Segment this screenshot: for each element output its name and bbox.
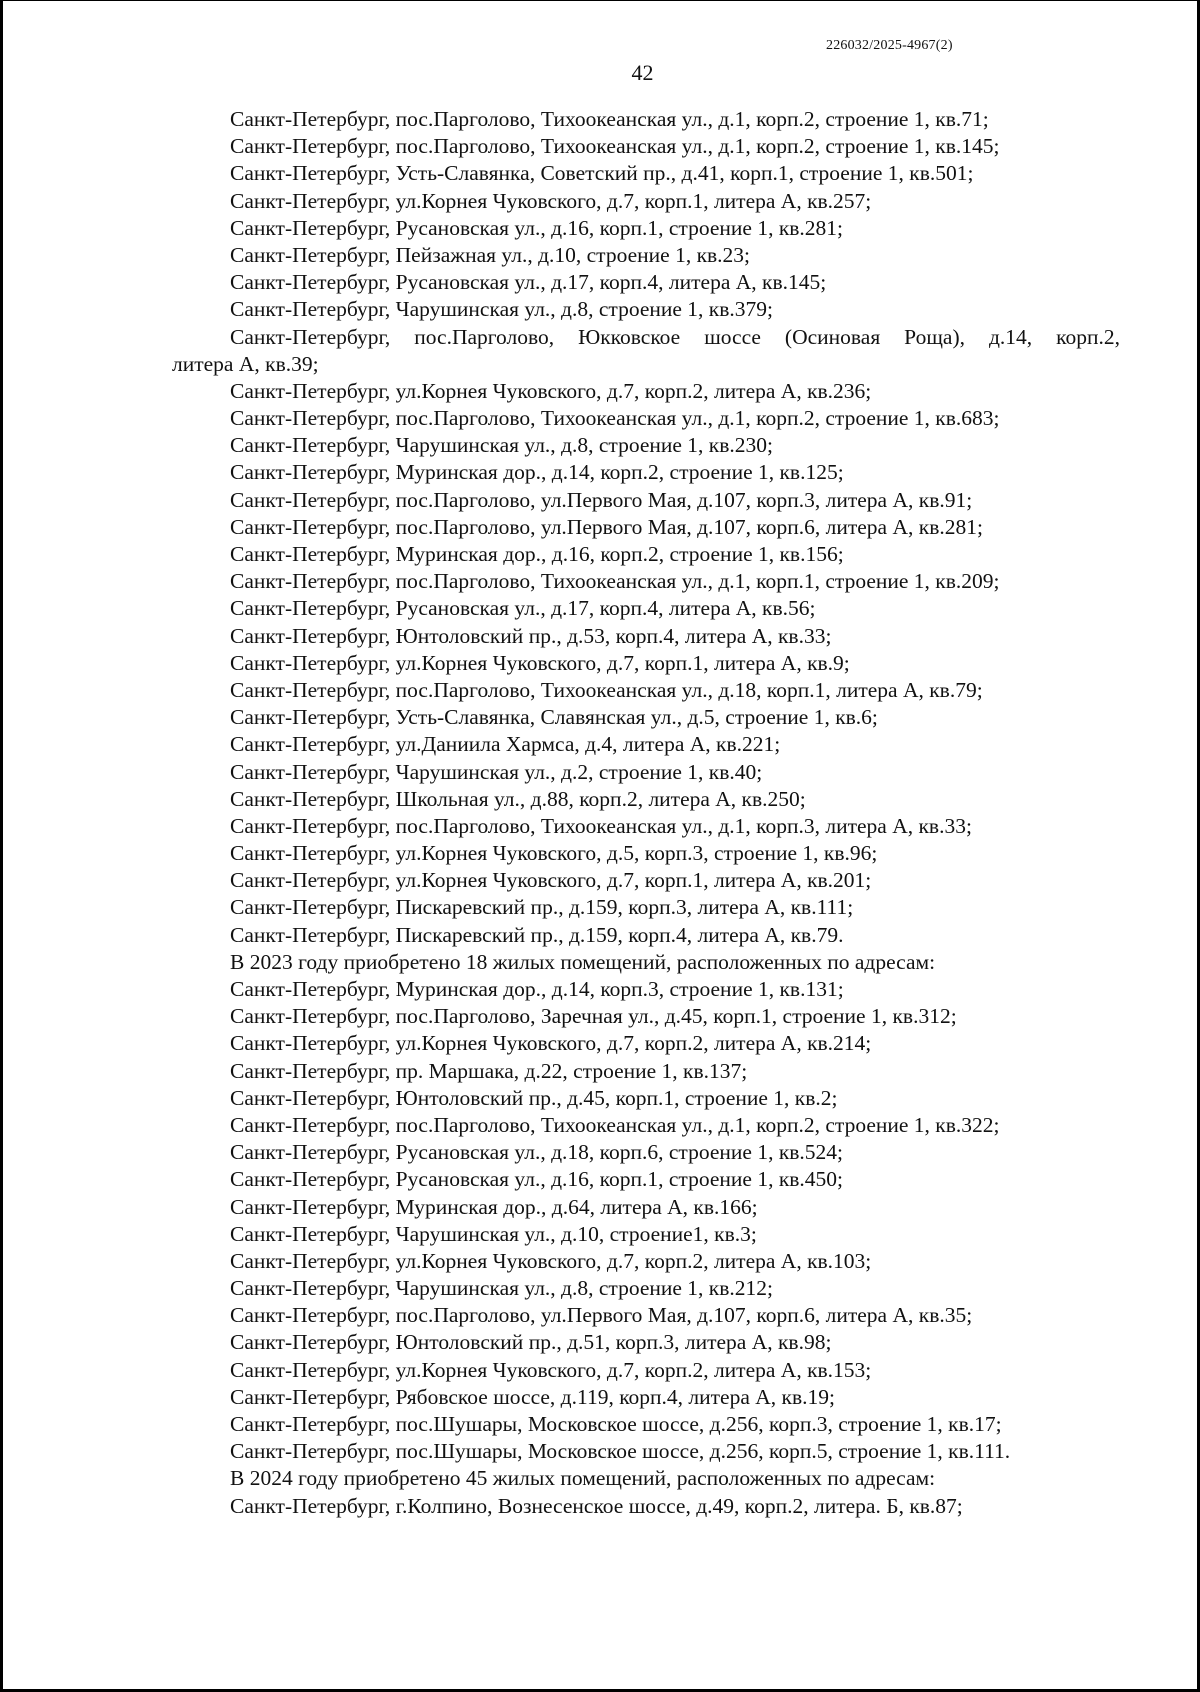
address-line: Санкт-Петербург, Чарушинская ул., д.8, строение 1, кв.379; [230,297,774,322]
address-line: Санкт-Петербург, Школьная ул., д.88, корп.2, литера А, кв.250; [230,786,806,811]
address-line: Санкт-Петербург, г.Колпино, Вознесенское шоссе, д.49, корп.2, литера. Б, кв.87; [230,1493,963,1518]
address-line: Санкт-Петербург, ул.Корнея Чуковского, д.7, корп.2, литера А, кв.103; [230,1248,872,1273]
address-line: Санкт-Петербург, Пейзажная ул., д.10, строение 1, кв.23; [230,242,751,267]
address-line: Санкт-Петербург, пос.Шушары, Московское шоссе, д.256, корп.3, строение 1, кв.17; [230,1412,1002,1436]
address-line: Санкт-Петербург, Русановская ул., д.16, корп.1, строение 1, кв.281; [230,215,844,240]
address-line: Санкт-Петербург, Русановская ул., д.17, корп.4, литера А, кв.56; [230,596,816,621]
address-line: Санкт-Петербург, пос.Парголово, Заречная ул., д.45, корп.1, строение 1, кв.312; [230,1004,957,1029]
address-line: Санкт-Петербург, ул.Корнея Чуковского, д.7, корп.1, литера А, кв.9; [230,650,850,675]
document-number: 226032/2025-4967(2) [826,38,953,53]
address-line: Санкт-Петербург, Юнтоловский пр., д.45, корп.1, строение 1, кв.2; [230,1085,838,1110]
address-line: Санкт-Петербург, ул.Корнея Чуковского, д.7, корп.2, литера А, кв.236; [230,378,872,403]
address-line: Санкт-Петербург, Муринская дор., д.16, корп.2, строение 1, кв.156; [230,542,844,566]
address-line: Санкт-Петербург, ул.Корнея Чуковского, д.5, корп.3, строение 1, кв.96; [230,841,878,866]
address-line: Санкт-Петербург, Чарушинская ул., д.8, строение 1, кв.212; [230,1276,774,1301]
address-line: Санкт-Петербург, Рябовское шоссе, д.119, корп.4, литера А, кв.19; [230,1384,835,1409]
address-line: Санкт-Петербург, ул.Корнея Чуковского, д.7, корп.1, литера А, кв.257; [230,188,872,213]
address-line: Санкт-Петербург, пос.Парголово, Тихоокеанская ул., д.1, корп.3, литера А, кв.33; [230,813,972,838]
address-line: Санкт-Петербург, Пискаревский пр., д.159, корп.3, литера А, кв.111; [230,895,854,920]
section-heading-2024: В 2024 году приобретено 45 жилых помещений, расположенных по адресам: [230,1466,936,1491]
address-line: Санкт-Петербург, пос.Парголово, ул.Первого Мая, д.107, корп.6, литера А, кв.35; [230,1303,973,1328]
address-line: Санкт-Петербург, Усть-Славянка, Советский пр., д.41, корп.1, строение 1, кв.501; [230,161,974,186]
address-line: Санкт-Петербург, Юнтоловский пр., д.53, корп.4, литера А, кв.33; [230,623,832,648]
address-list [172,106,1120,1520]
address-line: Санкт-Петербург, пос.Парголово, Тихоокеанская ул., д.1, корп.2, строение 1, кв.683; [230,406,1000,431]
address-line: Санкт-Петербург, Чарушинская ул., д.2, строение 1, кв.40; [230,759,763,784]
address-line: Санкт-Петербург, Муринская дор., д.14, корп.3, строение 1, кв.131; [230,977,844,1001]
address-line: Санкт-Петербург, ул.Корнея Чуковского, д.7, корп.2, литера А, кв.214; [230,1031,872,1056]
address-line: Санкт-Петербург, ул.Корнея Чуковского, д.7, корп.1, литера А, кв.201; [230,868,872,893]
address-line: Санкт-Петербург, пос.Парголово, Тихоокеанская ул., д.1, корп.2, строение 1, кв.322; [230,1112,1000,1137]
section-heading-2023: В 2023 году приобретено 18 жилых помещений, расположенных по адресам: [230,949,936,974]
address-line: Санкт-Петербург, Муринская дор., д.14, корп.2, строение 1, кв.125; [230,460,844,485]
address-line: Санкт-Петербург, ул.Корнея Чуковского, д.7, корп.2, литера А, кв.153; [230,1357,872,1382]
address-line-continuation: литера А, кв.39; [172,351,319,376]
address-line: Санкт-Петербург, ул.Даниила Хармса, д.4, литера А, кв.221; [230,732,781,757]
address-line: Санкт-Петербург, пос.Парголово, Тихоокеанская ул., д.1, корп.2, строение 1, кв.145; [230,134,1000,159]
address-line: Санкт-Петербург, Пискаревский пр., д.159, корп.4, литера А, кв.79. [230,922,844,947]
address-line: Санкт-Петербург, Усть-Славянка, Славянская ул., д.5, строение 1, кв.6; [230,705,878,730]
page-number: 42 [631,60,654,85]
address-line: Санкт-Петербург, пос.Парголово, ул.Первого Мая, д.107, корп.3, литера А, кв.91; [230,487,973,512]
address-line: Санкт-Петербург, Чарушинская ул., д.8, строение 1, кв.230; [230,433,774,458]
address-line: Санкт-Петербург, пос.Парголово, ул.Первого Мая, д.107, корп.6, литера А, кв.281; [230,514,983,539]
address-line: Санкт-Петербург, Русановская ул., д.16, корп.1, строение 1, кв.450; [230,1167,844,1192]
address-line: Санкт-Петербург, пос.Парголово, Тихоокеанская ул., д.18, корп.1, литера А, кв.79; [230,677,983,702]
address-line: Санкт-Петербург, пос.Шушары, Московское шоссе, д.256, корп.5, строение 1, кв.111. [230,1439,1011,1464]
address-line: Санкт-Петербург, Юнтоловский пр., д.51, корп.3, литера А, кв.98; [230,1330,832,1355]
address-line: Санкт-Петербург, Муринская дор., д.64, литера А, кв.166; [230,1194,758,1219]
address-line: Санкт-Петербург, Русановская ул., д.17, корп.4, литера А, кв.145; [230,270,827,295]
address-line: Санкт-Петербург, пр. Маршака, д.22, строение 1, кв.137; [230,1058,748,1083]
address-line: Санкт-Петербург, пос.Парголово, Тихоокеанская ул., д.1, корп.1, строение 1, кв.209; [230,569,1000,594]
address-line: Санкт-Петербург, Чарушинская ул., д.10, строение1, кв.3; [230,1221,757,1246]
address-line: Санкт-Петербург, Русановская ул., д.18, корп.6, строение 1, кв.524; [230,1140,844,1165]
address-line: Санкт-Петербург, пос.Парголово, Тихоокеанская ул., д.1, корп.2, строение 1, кв.71; [230,107,989,131]
address-line: Санкт-Петербург, пос.Парголово, Юкковское шоссе (Осиновая Роща), д.14, корп.2, [230,324,1120,349]
